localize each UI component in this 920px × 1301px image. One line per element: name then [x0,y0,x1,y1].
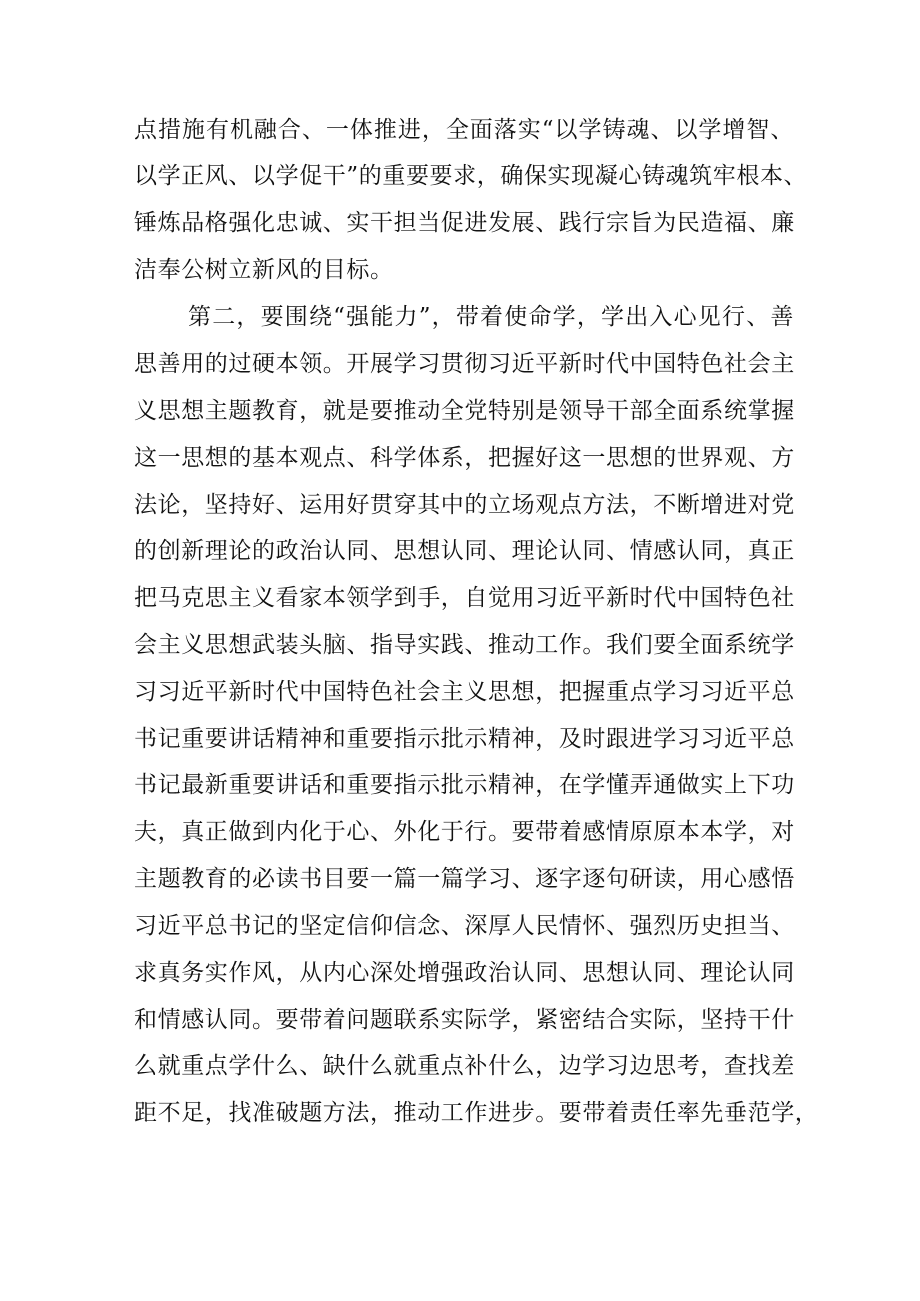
text-line: 点措施有机融合、一体推进，全面落实“以学铸魂、以学增智、 [134,117,794,143]
text-line: 距不足，找准破题方法，推动工作进步。要带着责任率先垂范学， [134,1100,819,1126]
paragraph-first-line: 第二，要围绕“强能力”，带着使命学，学出入心见行、善 [188,304,794,330]
text-line: 锤炼品格强化忠诚、实干担当促进发展、践行宗旨为民造福、廉 [134,210,795,236]
text-line: 习近平总书记的坚定信仰信念、深厚人民情怀、强烈历史担当、 [134,913,795,939]
text-line: 义思想主题教育，就是要推动全党特别是领导干部全面系统掌握 [134,398,795,424]
text-line: 主题教育的必读书目要一篇一篇学习、逐字逐句研读，用心感悟 [134,866,795,892]
text-line: 的创新理论的政治认同、思想认同、理论认同、情感认同，真正 [134,538,795,564]
text-line: 思善用的过硬本领。开展学习贯彻习近平新时代中国特色社会主 [134,351,795,377]
text-line: 会主义思想武装头脑、指导实践、推动工作。我们要全面系统学 [134,632,795,658]
text-line: 把马克思主义看家本领学到手，自觉用习近平新时代中国特色社 [134,585,795,611]
text-line: 法论，坚持好、运用好贯穿其中的立场观点方法，不断增进对党 [134,492,795,518]
text-line: 以学正风、以学促干”的重要要求，确保实现凝心铸魂筑牢根本、 [134,163,808,189]
text-line: 这一思想的基本观点、科学体系，把握好这一思想的世界观、方 [134,445,795,471]
text-line: 书记重要讲话精神和重要指示批示精神，及时跟进学习习近平总 [134,726,795,752]
text-line: 么就重点学什么、缺什么就重点补什么，边学习边思考，查找差 [134,1053,795,1079]
text-line: 洁奉公树立新风的目标。 [134,257,394,283]
text-line: 书记最新重要讲话和重要指示批示精神，在学懂弄通做实上下功 [134,772,795,798]
text-line: 习习近平新时代中国特色社会主义思想，把握重点学习习近平总 [134,679,795,705]
text-line: 和情感认同。要带着问题联系实际学，紧密结合实际，坚持干什 [134,1007,795,1033]
text-line: 求真务实作风，从内心深处增强政治认同、思想认同、理论认同 [134,960,795,986]
text-line: 夫，真正做到内化于心、外化于行。要带着感情原原本本学，对 [134,819,795,845]
